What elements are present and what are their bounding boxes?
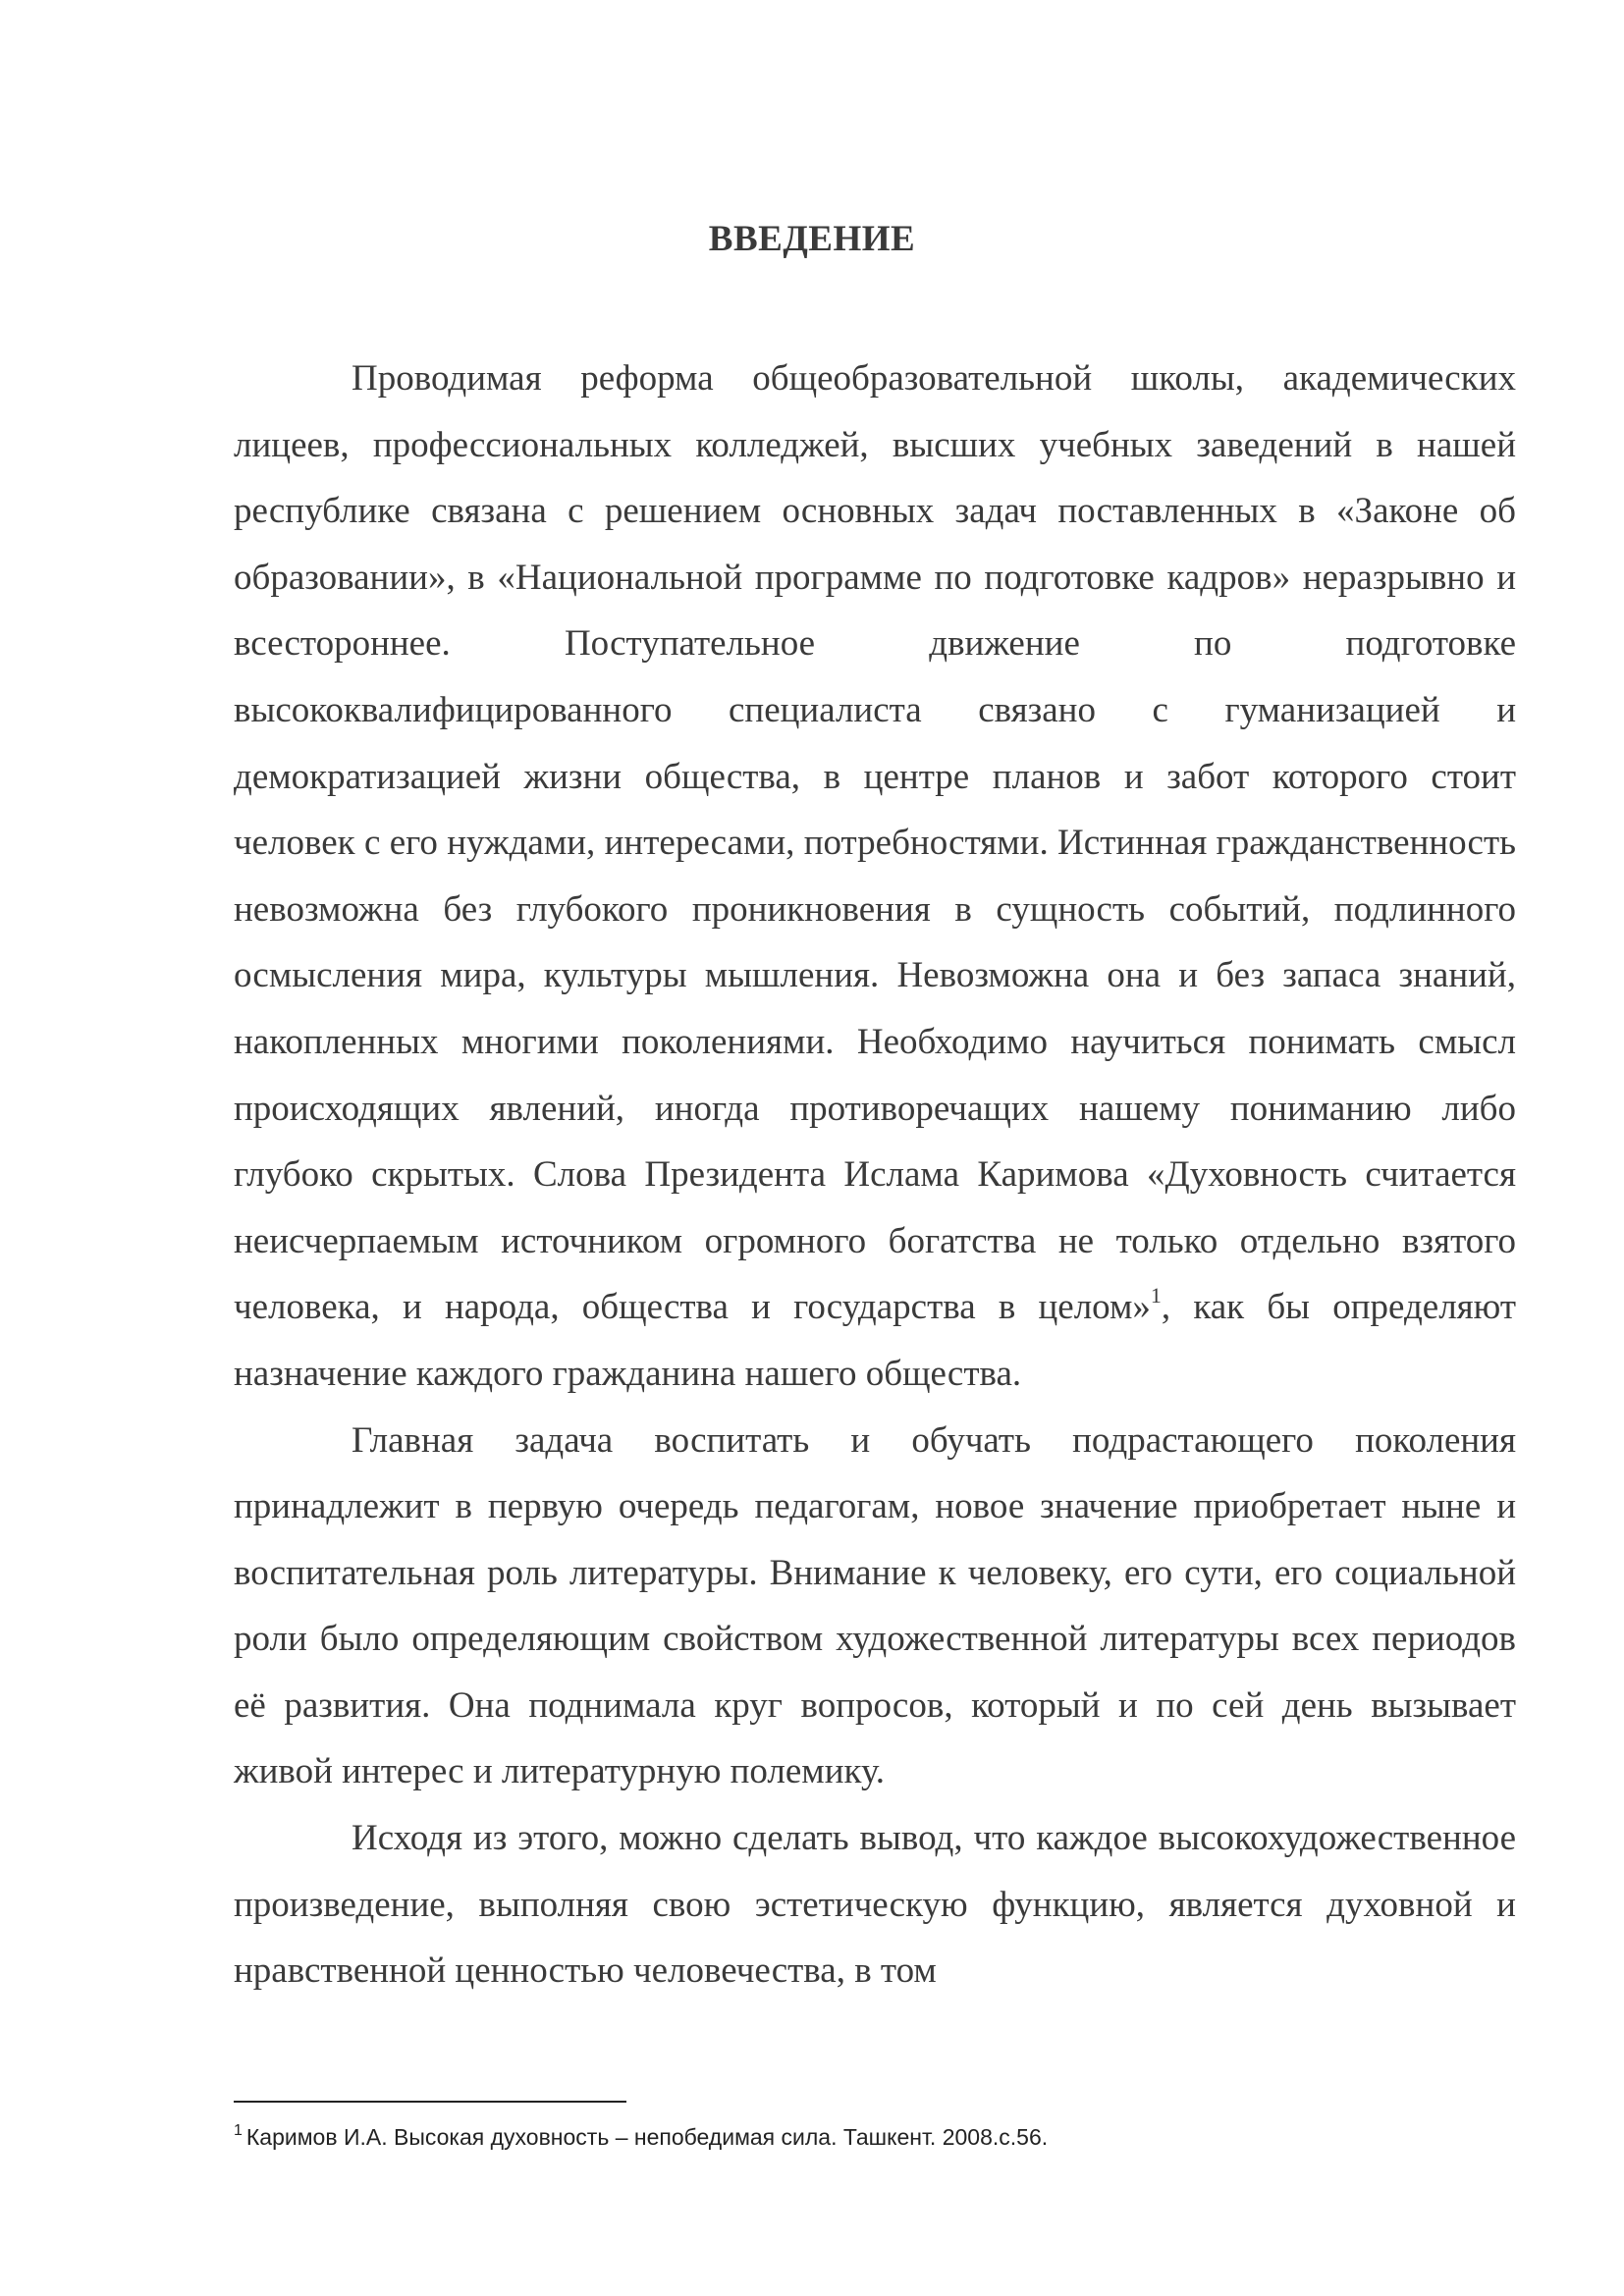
paragraph-3: Исходя из этого, можно сделать вывод, что каждое высокохудожественное произведение, выполняя свою эстетическую функцию, является духовной и нравственной ценностью человечества, в том [234,1818,1516,1992]
paragraph-1-text: Проводимая реформа общеобразовательной школы, академических лицеев, профессиональных колледжей, высших учебных заведений в нашей республике связана с решением основных задач поставленных в «Законе об образовании», в «Национальной программе по подготовке кадров» неразрывно и всестороннее. Поступательное движение по подготовке высококвалифицированного специалиста связано с гуманизацией и демократизацией жизни общества, в центре планов и забот которого стоит человек с его нуждами, интересами, потребностями. Истинная гражданственность невозможна без глубокого проникновения в сущность событий, подлинного осмысления мира, культуры мышления. Невозможна она и без запаса знаний, накопленных многими поколениями. Необходимо научиться понимать смысл происходящих явлений, иногда противоречащих нашему пониманию либо глубоко скрытых. Слова Президента Ислама Каримова «Духовность считается неисчерпаемым источником огромного богатства не только отдельно взятого человека, и народа, общества и государства в целом» [234,358,1516,1328]
footnote-number: 1 [234,2122,243,2139]
body-text [234,346,1516,2004]
footnote-text: Каримов И.А. Высокая духовность – непобедимая сила. Ташкент. 2008.с.56. [245,2124,1049,2150]
paragraph-1-text-cont: , как бы определяют назначение каждого гражданина нашего общества. [234,1287,1516,1394]
footnote-reference[interactable]: 1 [1150,1283,1162,1308]
footnote-separator [234,2101,626,2103]
footnote [234,2120,1516,2154]
paragraph-1 [234,346,1516,1408]
page-title: ВВЕДЕНИЕ [708,219,916,259]
paragraph-2: Главная задача воспитать и обучать подрастающего поколения принадлежит в первую очередь педагогам, новое значение приобретает ныне и воспитательная роль литературы. Внимание к человеку, его сути, его социальной роли было определяющим свойством художественной литературы всех периодов её развития. Она поднимала круг вопросов, который и по сей день вызывает живой интерес и литературную полемику. [234,1419,1516,1792]
